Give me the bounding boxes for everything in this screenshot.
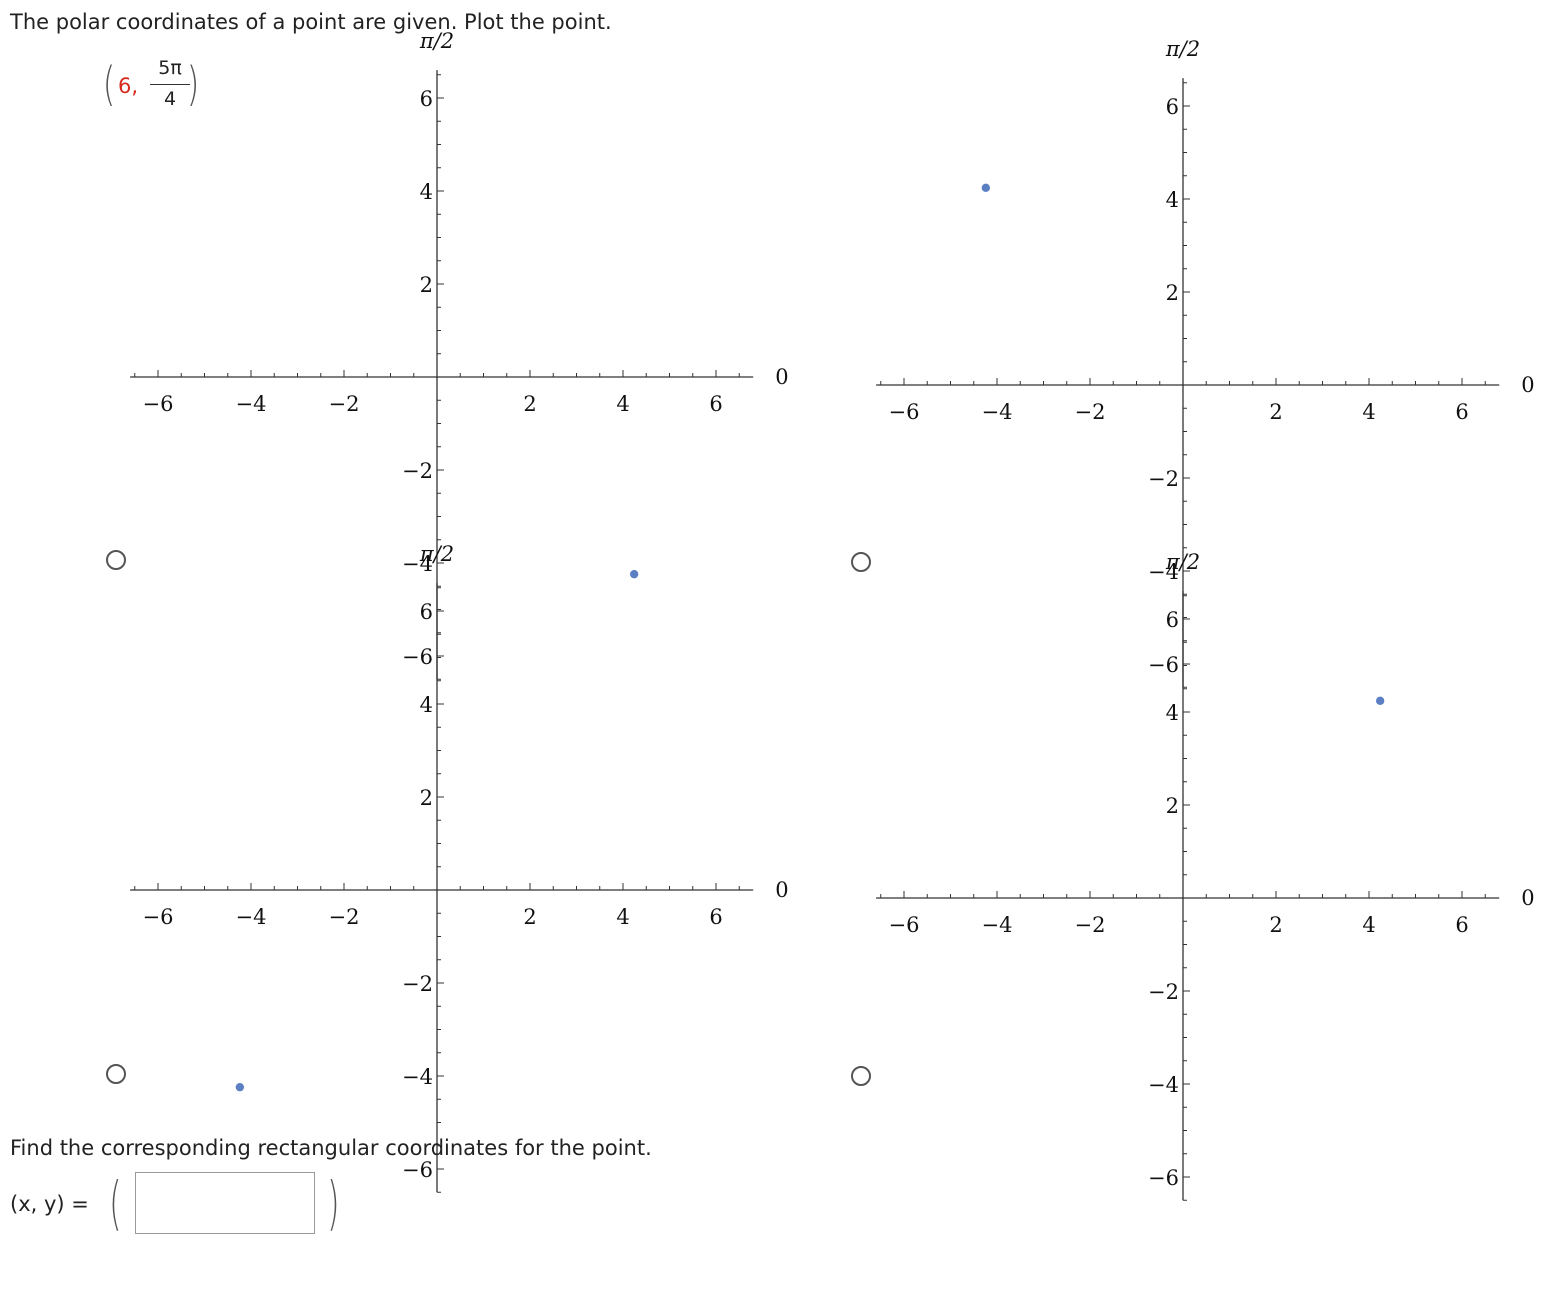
theta-denominator: 4	[163, 88, 177, 110]
question-prompt: The polar coordinates of a point are given. Plot the point.	[10, 10, 612, 34]
y-tick-label: 4	[1165, 188, 1179, 212]
y-tick-label: −4	[402, 552, 433, 576]
y-tick-label: 2	[1165, 281, 1179, 305]
plotted-point	[1376, 697, 1384, 705]
x-tick-label: 4	[616, 392, 630, 416]
angle-label-zero: 0	[1521, 886, 1535, 910]
x-tick-label: −4	[981, 400, 1013, 424]
open-paren: (	[102, 57, 116, 111]
x-tick-label: 2	[1269, 913, 1283, 937]
x-tick-label: −6	[888, 400, 920, 424]
angle-label-zero: 0	[775, 878, 789, 902]
y-tick-label: −4	[402, 1065, 433, 1089]
x-tick-label: 4	[616, 905, 630, 929]
x-tick-label: −4	[235, 905, 267, 929]
y-tick-label: −4	[1148, 560, 1179, 584]
part2-prompt: Find the corresponding rectangular coordinates for the point.	[10, 1136, 652, 1160]
y-tick-label: 4	[419, 180, 433, 204]
choice-4-radio[interactable]	[851, 1066, 871, 1086]
y-tick-label: −6	[1148, 653, 1179, 677]
rectangular-coordinates-input[interactable]	[135, 1172, 315, 1234]
choice-2-radio[interactable]	[851, 552, 871, 572]
y-tick-label: −2	[1148, 467, 1179, 491]
y-tick-label: 6	[419, 87, 433, 111]
x-tick-label: −2	[328, 392, 360, 416]
x-tick-label: 4	[1362, 913, 1376, 937]
polar-coordinates	[100, 54, 210, 124]
x-tick-label: −6	[142, 905, 174, 929]
plotted-point	[236, 1083, 244, 1091]
x-tick-label: 2	[1269, 400, 1283, 424]
y-tick-label: −6	[402, 645, 433, 669]
y-tick-label: −2	[402, 972, 433, 996]
angle-label-pi-over-2: π/2	[419, 542, 455, 567]
angle-label-zero: 0	[775, 365, 789, 389]
plotted-point	[982, 184, 990, 192]
x-tick-label: −2	[1074, 913, 1106, 937]
x-tick-label: 2	[523, 905, 537, 929]
x-tick-label: 6	[709, 392, 723, 416]
y-tick-label: 4	[1165, 701, 1179, 725]
x-tick-label: −4	[981, 913, 1013, 937]
plotted-point	[630, 570, 638, 578]
polar-theta-fraction	[150, 54, 190, 111]
y-tick-label: −2	[402, 459, 433, 483]
choice-1-radio[interactable]	[106, 550, 126, 570]
x-tick-label: −6	[142, 392, 174, 416]
y-tick-label: −6	[1148, 1166, 1179, 1190]
x-tick-label: −6	[888, 913, 920, 937]
y-tick-label: 4	[419, 693, 433, 717]
polar-r-value: 6,	[118, 74, 139, 98]
angle-label-pi-over-2: π/2	[419, 29, 455, 54]
y-tick-label: −6	[402, 1158, 433, 1182]
y-tick-label: 2	[419, 273, 433, 297]
x-tick-label: 6	[1455, 400, 1469, 424]
x-tick-label: −2	[1074, 400, 1106, 424]
choice-3-radio[interactable]	[106, 1064, 126, 1084]
x-tick-label: 6	[1455, 913, 1469, 937]
y-tick-label: 2	[1165, 794, 1179, 818]
answer-close-paren: )	[327, 1169, 340, 1237]
y-tick-label: 6	[419, 600, 433, 624]
x-tick-label: 6	[709, 905, 723, 929]
y-tick-label: −2	[1148, 980, 1179, 1004]
y-tick-label: 6	[1165, 95, 1179, 119]
x-tick-label: 4	[1362, 400, 1376, 424]
angle-label-pi-over-2: π/2	[1165, 550, 1201, 575]
close-paren: )	[186, 57, 200, 111]
x-tick-label: 2	[523, 392, 537, 416]
angle-label-pi-over-2: π/2	[1165, 37, 1201, 62]
angle-label-zero: 0	[1521, 373, 1535, 397]
y-tick-label: 6	[1165, 608, 1179, 632]
theta-numerator: 5π	[158, 57, 182, 79]
fraction-bar	[150, 84, 190, 85]
y-tick-label: −4	[1148, 1073, 1179, 1097]
x-tick-label: −4	[235, 392, 267, 416]
x-tick-label: −2	[328, 905, 360, 929]
xy-label: (x, y) =	[10, 1192, 89, 1216]
y-tick-label: 2	[419, 786, 433, 810]
answer-open-paren: (	[109, 1169, 122, 1237]
